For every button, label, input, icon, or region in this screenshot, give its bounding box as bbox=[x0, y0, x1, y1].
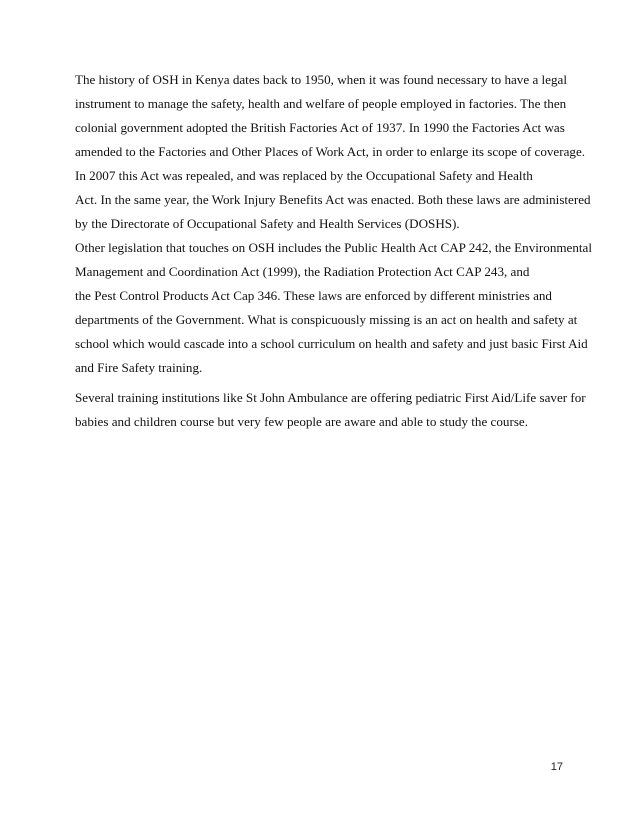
text-line: the Pest Control Products Act Cap 346. These laws are enforced by different ministries and bbox=[75, 288, 552, 303]
text-line: babies and children course but very few people are aware and able to study the course. bbox=[75, 414, 529, 429]
paragraph-osh-history bbox=[75, 68, 591, 236]
text-line: Several training institutions like St John Ambulance are offering pediatric First Aid/Life saver for bbox=[75, 390, 586, 405]
paragraph-training-institutions bbox=[75, 386, 586, 434]
body-text bbox=[75, 68, 592, 434]
text-line: Act. In the same year, the Work Injury Benefits Act was enacted. Both these laws are administered bbox=[75, 192, 591, 207]
text-line: and Fire Safety training. bbox=[75, 360, 203, 375]
text-line: In 2007 this Act was repealed, and was replaced by the Occupational Safety and Health bbox=[75, 168, 533, 183]
text-line: Other legislation that touches on OSH includes the Public Health Act CAP 242, the Environmental bbox=[75, 240, 592, 255]
text-line: amended to the Factories and Other Places of Work Act, in order to enlarge its scope of coverage. bbox=[75, 144, 586, 159]
text-line: The history of OSH in Kenya dates back to 1950, when it was found necessary to have a legal bbox=[75, 72, 567, 87]
paragraph-other-legislation bbox=[75, 236, 592, 380]
text-line: school which would cascade into a school curriculum on health and safety and just basic First Aid bbox=[75, 336, 588, 351]
page-number: 17 bbox=[550, 761, 563, 773]
text-line: Management and Coordination Act (1999), the Radiation Protection Act CAP 243, and bbox=[75, 264, 530, 279]
text-line: departments of the Government. What is conspicuously missing is an act on health and safety at bbox=[75, 312, 578, 327]
text-line: by the Directorate of Occupational Safety and Health Services (DOSHS). bbox=[75, 216, 460, 231]
text-line: instrument to manage the safety, health and welfare of people employed in factories. The then bbox=[75, 96, 567, 111]
text-line: colonial government adopted the British Factories Act of 1937. In 1990 the Factories Act was bbox=[75, 120, 565, 135]
